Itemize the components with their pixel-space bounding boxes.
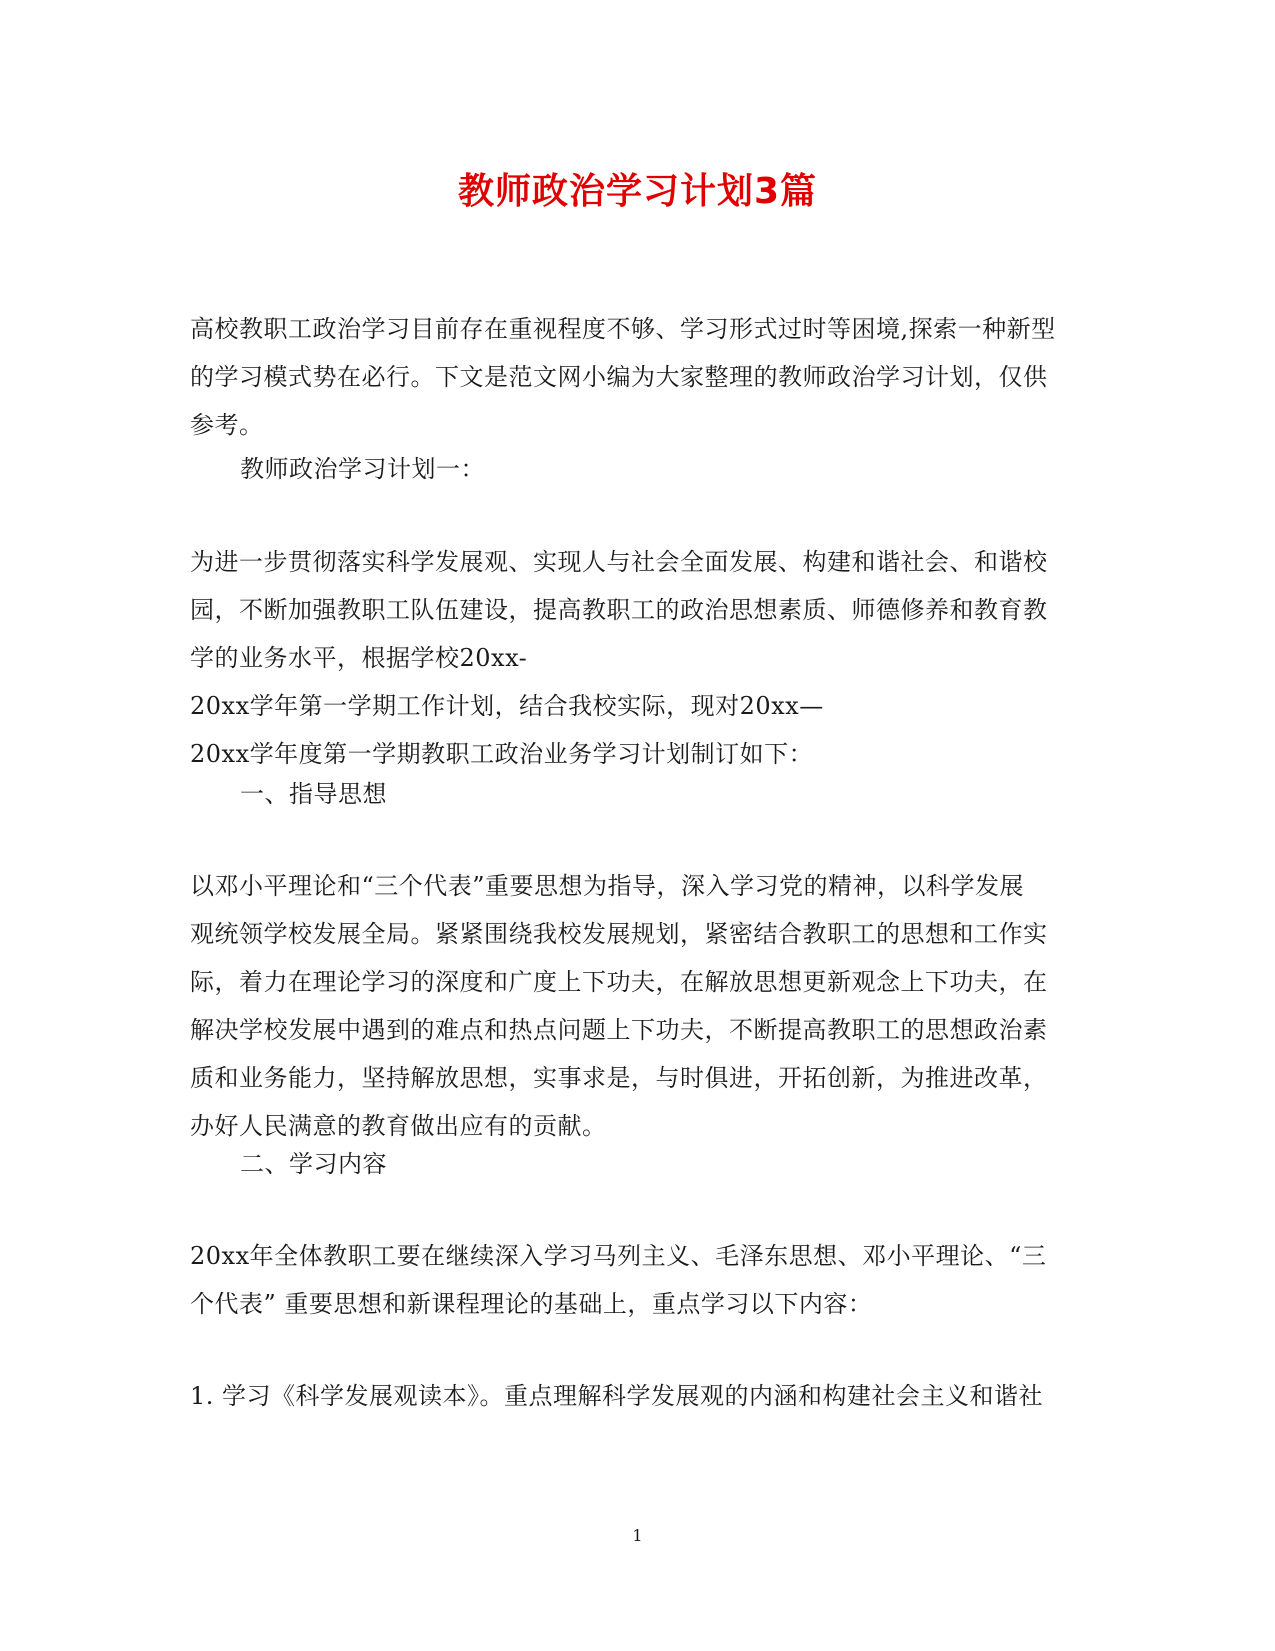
item1-paragraph <box>190 1372 1090 1420</box>
section1-paragraph <box>190 862 1090 1150</box>
intro-line: 参考。 <box>190 411 264 439</box>
section2-heading-text: 二、学习内容 <box>240 1150 387 1178</box>
plan1-line: 20xx学年度第一学期教职工政治业务学习计划制订如下： <box>190 740 814 768</box>
section1-line: 办好人民满意的教育做出应有的贡献。 <box>190 1112 607 1140</box>
section1-line: 解决学校发展中遇到的难点和热点问题上下功夫，不断提高教职工的思想政治素 <box>190 1016 1048 1044</box>
plan1-heading-text: 教师政治学习计划一： <box>240 455 485 483</box>
intro-line: 高校教职工政治学习目前存在重视程度不够、学习形式过时等困境,探索一种新型 <box>190 315 1056 343</box>
section2-line: 个代表” 重要思想和新课程理论的基础上，重点学习以下内容： <box>190 1290 873 1318</box>
plan1-line: 学的业务水平，根据学校20xx- <box>190 644 528 672</box>
section2-paragraph <box>190 1232 1090 1328</box>
section1-heading-text: 一、指导思想 <box>240 780 387 808</box>
section2-heading <box>190 1140 1140 1188</box>
plan1-heading <box>190 445 1140 493</box>
section1-line: 际，着力在理论学习的深度和广度上下功夫，在解放思想更新观念上下功夫，在 <box>190 968 1048 996</box>
plan1-line: 园，不断加强教职工队伍建设，提高教职工的政治思想素质、师德修养和教育教 <box>190 596 1048 624</box>
item1-line: 1. 学习《科学发展观读本》。重点理解科学发展观的内涵和构建社会主义和谐社 <box>190 1382 1044 1410</box>
section1-line: 质和业务能力，坚持解放思想，实事求是，与时俱进，开拓创新，为推进改革， <box>190 1064 1048 1092</box>
page-number: 1 <box>632 1526 643 1545</box>
section1-heading <box>190 770 1140 818</box>
intro-line: 的学习模式势在必行。下文是范文网小编为大家整理的教师政治学习计划，仅供 <box>190 363 1048 391</box>
section1-line: 观统领学校发展全局。紧紧围绕我校发展规划，紧密结合教职工的思想和工作实 <box>190 920 1048 948</box>
plan1-line: 为进一步贯彻落实科学发展观、实现人与社会全面发展、构建和谐社会、和谐校 <box>190 548 1048 576</box>
section2-line: 20xx年全体教职工要在继续深入学习马列主义、毛泽东思想、邓小平理论、“三 <box>190 1242 1047 1270</box>
plan1-paragraph <box>190 538 1090 778</box>
section1-line: 以邓小平理论和“三个代表”重要思想为指导，深入学习党的精神，以科学发展 <box>190 872 1025 900</box>
plan1-line: 20xx学年第一学期工作计划，结合我校实际，现对20xx— <box>190 692 824 720</box>
intro-paragraph <box>190 305 1090 449</box>
document-title: 教师政治学习计划3篇 <box>457 171 818 212</box>
